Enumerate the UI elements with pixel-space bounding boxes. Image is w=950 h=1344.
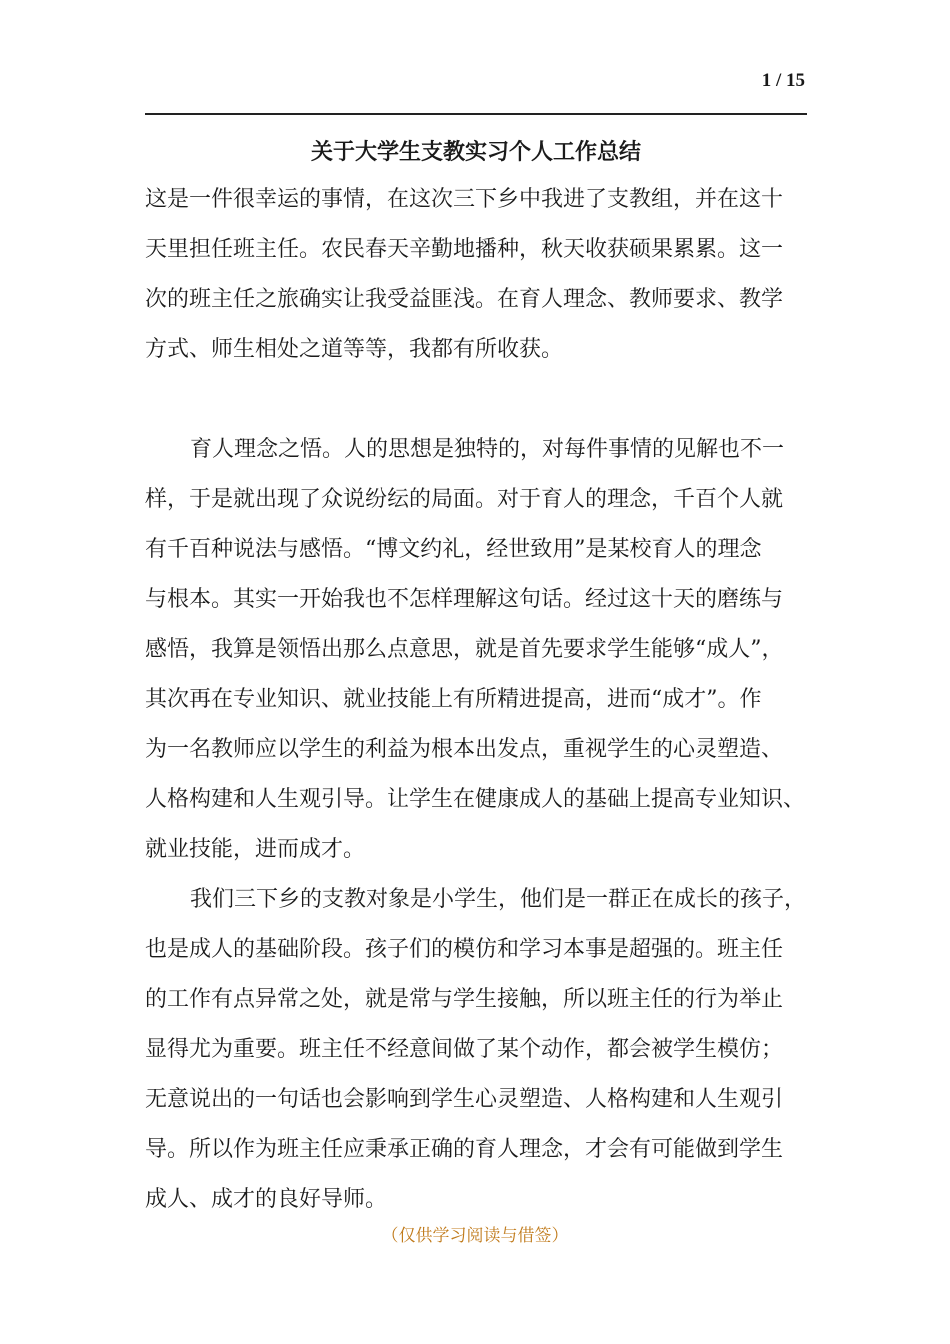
paragraph-gap bbox=[145, 375, 835, 425]
paragraph-2 bbox=[145, 425, 835, 875]
text-line: 就业技能，进而成才。 bbox=[145, 837, 366, 862]
paragraph-3 bbox=[145, 875, 835, 1225]
text-line: 样，于是就出现了众说纷纭的局面。对于育人的理念，千百个人就 bbox=[145, 487, 784, 512]
text-line: 也是成人的基础阶段。孩子们的模仿和学习本事是超强的。班主任 bbox=[145, 937, 784, 962]
text-line: 次的班主任之旅确实让我受益匪浅。在育人理念、教师要求、教学 bbox=[145, 287, 784, 312]
text-line: 的工作有点异常之处，就是常与学生接触，所以班主任的行为举止 bbox=[145, 987, 784, 1012]
text-line: 这是一件很幸运的事情，在这次三下乡中我进了支教组，并在这十 bbox=[145, 187, 784, 212]
text-line: 导。所以作为班主任应秉承正确的育人理念，才会有可能做到学生 bbox=[145, 1137, 784, 1162]
text-line: 无意说出的一句话也会影响到学生心灵塑造、人格构建和人生观引 bbox=[145, 1087, 784, 1112]
footer-note: （仅供学习阅读与借签） bbox=[381, 1226, 569, 1246]
text-line: 方式、师生相处之道等等，我都有所收获。 bbox=[145, 337, 564, 362]
document-title: 关于大学生支教实习个人工作总结 bbox=[310, 139, 641, 165]
text-line: 天里担任班主任。农民春天辛勤地播种，秋天收获硕果累累。这一 bbox=[145, 237, 784, 262]
text-line: 其次再在专业知识、就业技能上有所精进提高，进而“成才”。作 bbox=[145, 687, 762, 712]
body-text bbox=[145, 175, 835, 1225]
text-line: 我们三下乡的支教对象是小学生，他们是一群正在成长的孩子， bbox=[190, 887, 807, 912]
text-line: 人格构建和人生观引导。让学生在健康成人的基础上提高专业知识、 bbox=[145, 787, 806, 812]
text-line: 有千百种说法与感悟。“博文约礼，经世致用”是某校育人的理念 bbox=[145, 537, 762, 562]
text-line: 育人理念之悟。人的思想是独特的，对每件事情的见解也不一 bbox=[190, 437, 785, 462]
text-line: 与根本。其实一开始我也不怎样理解这句话。经过这十天的磨练与 bbox=[145, 587, 784, 612]
text-line: 为一名教师应以学生的利益为根本出发点，重视学生的心灵塑造、 bbox=[145, 737, 784, 762]
text-line: 成人、成才的良好导师。 bbox=[145, 1187, 388, 1212]
text-line: 感悟，我算是领悟出那么点意思，就是首先要求学生能够“成人”， bbox=[145, 637, 784, 662]
text-line: 显得尤为重要。班主任不经意间做了某个动作，都会被学生模仿； bbox=[145, 1037, 784, 1062]
paragraph-1 bbox=[145, 175, 835, 375]
header-rule bbox=[145, 113, 807, 115]
page-number: 1 / 15 bbox=[761, 70, 805, 91]
